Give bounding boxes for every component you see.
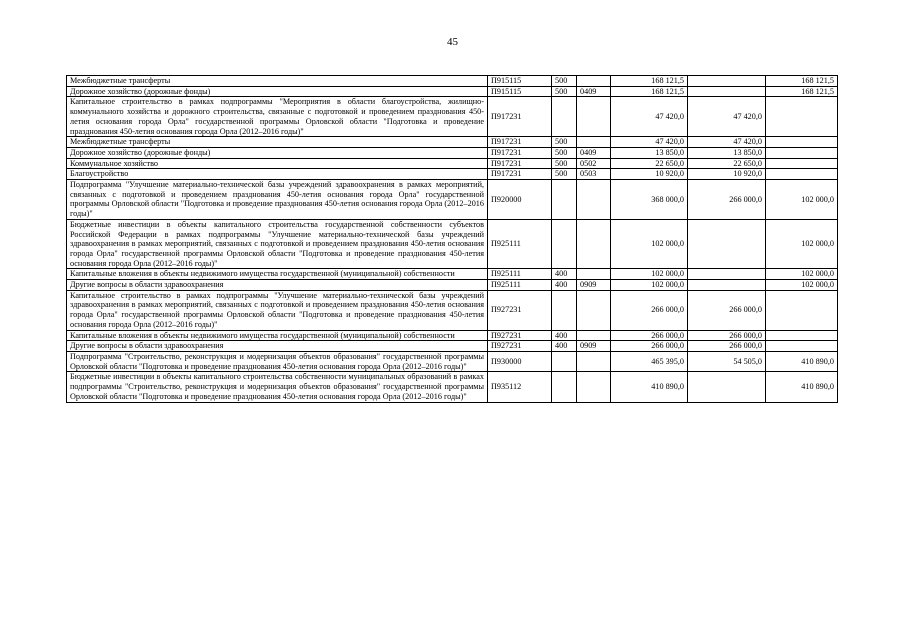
cell-total: 47 420,0 xyxy=(611,97,688,137)
cell-amount-2 xyxy=(766,158,838,169)
cell-amount-2 xyxy=(766,290,838,330)
cell-section-code: 0909 xyxy=(577,280,611,291)
table-row xyxy=(67,97,838,137)
cell-amount-1: 10 920,0 xyxy=(688,169,766,180)
cell-expense-type xyxy=(552,97,577,137)
cell-amount-1 xyxy=(688,269,766,280)
budget-table xyxy=(66,75,838,403)
table-row xyxy=(67,330,838,341)
cell-amount-1 xyxy=(688,219,766,269)
cell-amount-2: 168 121,5 xyxy=(766,86,838,97)
cell-name: Коммунальное хозяйство xyxy=(67,158,488,169)
cell-target-code: П920000 xyxy=(488,180,552,220)
cell-total: 47 420,0 xyxy=(611,137,688,148)
cell-amount-2 xyxy=(766,341,838,352)
cell-total: 266 000,0 xyxy=(611,290,688,330)
cell-expense-type xyxy=(552,351,577,371)
cell-amount-2: 102 000,0 xyxy=(766,269,838,280)
cell-amount-1: 54 505,0 xyxy=(688,351,766,371)
table-row xyxy=(67,280,838,291)
table-row xyxy=(67,76,838,87)
cell-amount-2 xyxy=(766,137,838,148)
cell-target-code: П915115 xyxy=(488,76,552,87)
cell-total: 102 000,0 xyxy=(611,269,688,280)
table-row xyxy=(67,169,838,180)
cell-expense-type: 500 xyxy=(552,158,577,169)
cell-amount-1 xyxy=(688,372,766,402)
table-row xyxy=(67,372,838,402)
cell-name: Капитальное строительство в рамках подпрограммы "Мероприятия в области благоустройства, жилищно-коммунального хозяйства и дорожного строительства, связанные с подготовкой и проведением празднования 450-летия основания города Орла" государственной программы Орловской области "Подготовка и проведение празднования 450-летия основания города Орла (2012–2016 годы)" xyxy=(67,97,488,137)
cell-section-code xyxy=(577,219,611,269)
cell-expense-type xyxy=(552,290,577,330)
cell-target-code: П925111 xyxy=(488,280,552,291)
cell-target-code: П930000 xyxy=(488,351,552,371)
cell-target-code: П917231 xyxy=(488,137,552,148)
table-row xyxy=(67,147,838,158)
cell-expense-type xyxy=(552,180,577,220)
cell-amount-2: 102 000,0 xyxy=(766,180,838,220)
cell-target-code: П917231 xyxy=(488,169,552,180)
cell-name: Бюджетные инвестиции в объекты капитального строительства государственной собственности субъектов Российской Федерации в рамках подпрограммы "Улучшение материально-технической базы учреждений здравоохранения в рамках мероприятий, связанных с подготовкой и проведением празднования 450-летия основания города Орла" государственной программы Орловской области "Подготовка и проведение празднования 450-летия основания города Орла (2012–2016 годы)" xyxy=(67,219,488,269)
cell-amount-1: 47 420,0 xyxy=(688,137,766,148)
cell-target-code: П917231 xyxy=(488,158,552,169)
cell-amount-1 xyxy=(688,86,766,97)
cell-amount-2: 102 000,0 xyxy=(766,219,838,269)
table-row xyxy=(67,351,838,371)
cell-section-code: 0409 xyxy=(577,86,611,97)
cell-section-code xyxy=(577,269,611,280)
cell-name: Другие вопросы в области здравоохранения xyxy=(67,341,488,352)
table-row xyxy=(67,219,838,269)
cell-target-code: П927231 xyxy=(488,290,552,330)
cell-expense-type: 400 xyxy=(552,330,577,341)
cell-section-code xyxy=(577,372,611,402)
cell-name: Межбюджетные трансферты xyxy=(67,137,488,148)
cell-name: Капитальные вложения в объекты недвижимого имущества государственной (муниципальной) собственности xyxy=(67,269,488,280)
cell-amount-1 xyxy=(688,76,766,87)
cell-target-code: П925111 xyxy=(488,219,552,269)
cell-amount-1: 22 650,0 xyxy=(688,158,766,169)
cell-name: Благоустройство xyxy=(67,169,488,180)
cell-name: Подпрограмма "Строительство, реконструкция и модернизация объектов образования" государственной программы Орловской области "Подготовка и проведение празднования 450-летия основания города Орла (2012–2016 годы)" xyxy=(67,351,488,371)
cell-total: 368 000,0 xyxy=(611,180,688,220)
cell-section-code: 0409 xyxy=(577,147,611,158)
cell-name: Бюджетные инвестиции в объекты капитального строительства собственности муниципальных образований в рамках подпрограммы "Строительство, реконструкция и модернизация объектов образования" государственной программы Орловской области "Подготовка и проведение празднования 450-летия основания города Орла (2012–2016 годы)" xyxy=(67,372,488,402)
cell-amount-1: 13 850,0 xyxy=(688,147,766,158)
cell-expense-type: 500 xyxy=(552,76,577,87)
cell-amount-2: 102 000,0 xyxy=(766,280,838,291)
table-row xyxy=(67,158,838,169)
cell-amount-1: 266 000,0 xyxy=(688,330,766,341)
cell-name: Дорожное хозяйство (дорожные фонды) xyxy=(67,86,488,97)
cell-target-code: П917231 xyxy=(488,147,552,158)
cell-section-code xyxy=(577,76,611,87)
cell-expense-type xyxy=(552,372,577,402)
cell-expense-type: 500 xyxy=(552,86,577,97)
cell-expense-type: 400 xyxy=(552,269,577,280)
cell-expense-type xyxy=(552,219,577,269)
cell-amount-2 xyxy=(766,169,838,180)
cell-total: 22 650,0 xyxy=(611,158,688,169)
cell-section-code: 0503 xyxy=(577,169,611,180)
cell-total: 168 121,5 xyxy=(611,76,688,87)
table-row xyxy=(67,269,838,280)
cell-section-code xyxy=(577,290,611,330)
cell-amount-2 xyxy=(766,330,838,341)
cell-amount-1 xyxy=(688,280,766,291)
cell-expense-type: 400 xyxy=(552,280,577,291)
cell-name: Другие вопросы в области здравоохранения xyxy=(67,280,488,291)
cell-amount-1: 266 000,0 xyxy=(688,180,766,220)
cell-expense-type: 500 xyxy=(552,147,577,158)
cell-name: Подпрограмма "Улучшение материально-технической базы учреждений здравоохранения в рамках мероприятий, связанных с подготовкой и проведением празднования 450-летия основания города Орла" государственной программы Орловской области "Подготовка и проведение празднования 450-летия основания города Орла (2012–2016 годы)" xyxy=(67,180,488,220)
cell-expense-type: 500 xyxy=(552,169,577,180)
cell-target-code: П927231 xyxy=(488,330,552,341)
cell-section-code: 0502 xyxy=(577,158,611,169)
cell-section-code xyxy=(577,330,611,341)
cell-expense-type: 500 xyxy=(552,137,577,148)
cell-section-code xyxy=(577,97,611,137)
cell-target-code: П915115 xyxy=(488,86,552,97)
cell-name: Межбюджетные трансферты xyxy=(67,76,488,87)
cell-section-code xyxy=(577,351,611,371)
cell-amount-1: 47 420,0 xyxy=(688,97,766,137)
cell-total: 266 000,0 xyxy=(611,341,688,352)
cell-total: 10 920,0 xyxy=(611,169,688,180)
cell-target-code: П917231 xyxy=(488,97,552,137)
cell-target-code: П925111 xyxy=(488,269,552,280)
cell-target-code: П927231 xyxy=(488,341,552,352)
cell-expense-type: 400 xyxy=(552,341,577,352)
cell-total: 102 000,0 xyxy=(611,219,688,269)
cell-amount-2 xyxy=(766,147,838,158)
table-row xyxy=(67,86,838,97)
cell-amount-2: 410 890,0 xyxy=(766,351,838,371)
cell-amount-2: 168 121,5 xyxy=(766,76,838,87)
page-number: 45 xyxy=(447,36,458,48)
cell-target-code: П935112 xyxy=(488,372,552,402)
cell-name: Капитальные вложения в объекты недвижимого имущества государственной (муниципальной) собственности xyxy=(67,330,488,341)
table-row xyxy=(67,290,838,330)
cell-section-code xyxy=(577,137,611,148)
cell-amount-2: 410 890,0 xyxy=(766,372,838,402)
cell-name: Капитальное строительство в рамках подпрограммы "Улучшение материально-технической базы учреждений здравоохранения в рамках мероприятий, связанных с подготовкой и проведением празднования 450-летия основания города Орла" государственной программы Орловской области "Подготовка и проведение празднования 450-летия основания города Орла (2012–2016 годы)" xyxy=(67,290,488,330)
table-row xyxy=(67,180,838,220)
cell-total: 13 850,0 xyxy=(611,147,688,158)
cell-total: 266 000,0 xyxy=(611,330,688,341)
table-row xyxy=(67,341,838,352)
cell-section-code xyxy=(577,180,611,220)
cell-total: 410 890,0 xyxy=(611,372,688,402)
cell-name: Дорожное хозяйство (дорожные фонды) xyxy=(67,147,488,158)
cell-amount-2 xyxy=(766,97,838,137)
cell-total: 465 395,0 xyxy=(611,351,688,371)
cell-section-code: 0909 xyxy=(577,341,611,352)
cell-total: 168 121,5 xyxy=(611,86,688,97)
cell-amount-1: 266 000,0 xyxy=(688,290,766,330)
table-row xyxy=(67,137,838,148)
cell-amount-1: 266 000,0 xyxy=(688,341,766,352)
cell-total: 102 000,0 xyxy=(611,280,688,291)
